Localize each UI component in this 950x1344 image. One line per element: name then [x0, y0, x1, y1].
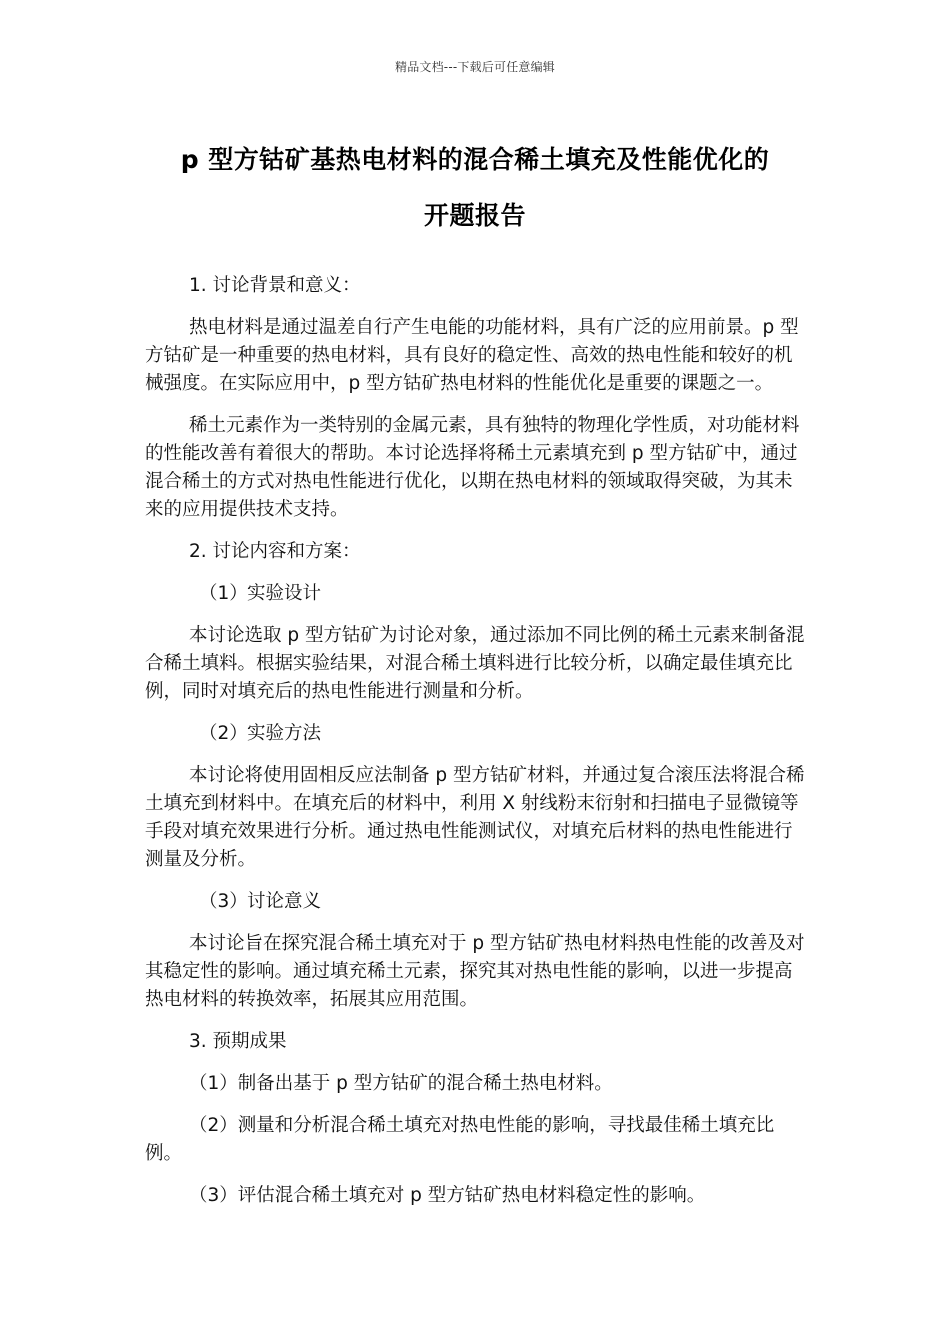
subsection-3-heading: [145, 888, 810, 916]
subsection-1-text: 本讨论选取 p 型方钴矿为讨论对象，通过添加不同比例的稀土元素来制备混合稀土填料。根据实验结果，对混合稀土填料进行比较分析，以确定最佳填充比例，同时对填充后的热电性能进行测量和分析。: [145, 625, 805, 702]
subsection-1-label: 实验设计: [247, 583, 322, 604]
outcome-item-1: （1）制备出基于 p 型方钴矿的混合稀土热电材料。: [189, 1073, 613, 1094]
header-note: 精品文档---下载后可任意编辑: [395, 60, 555, 74]
document-title-line-1: p 型方钴矿基热电材料的混合稀土填充及性能优化的: [180, 145, 770, 174]
subsection-1-number: （1）: [199, 583, 248, 604]
subsection-2-heading: [145, 720, 810, 748]
section-2-heading: 2. 讨论内容和方案：: [189, 541, 361, 562]
section-1-paragraph-2: 稀土元素作为一类特别的金属元素，具有独特的物理化学性质，对功能材料的性能改善有着很大的帮助。本讨论选择将稀土元素填充到 p 型方钴矿中，通过混合稀土的方式对热电性能进行优化，以期在热电材料的领域取得突破，为其未来的应用提供技术支持。: [145, 415, 800, 520]
subsection-2-label: 实验方法: [247, 723, 322, 744]
subsection-3-text: 本讨论旨在探究混合稀土填充对于 p 型方钴矿热电材料热电性能的改善及对其稳定性的影响。通过填充稀土元素，探究其对热电性能的影响，以进一步提高热电材料的转换效率，拓展其应用范围。: [145, 933, 805, 1010]
outcome-item-3: （3）评估混合稀土填充对 p 型方钴矿热电材料稳定性的影响。: [189, 1185, 706, 1206]
section-1-heading: 1. 讨论背景和意义：: [189, 275, 361, 296]
subsection-1-heading: [145, 580, 810, 608]
outcome-item-2: （2）测量和分析混合稀土填充对热电性能的影响，寻找最佳稀土填充比例。: [145, 1115, 775, 1164]
section-3-heading: 3. 预期成果: [189, 1031, 287, 1052]
document-body: [145, 272, 810, 1224]
subsection-3-label: 讨论意义: [247, 891, 322, 912]
subsection-2-number: （2）: [199, 723, 248, 744]
subsection-3-number: （3）: [199, 891, 248, 912]
document-title-line-2: 开题报告: [423, 201, 526, 230]
subsection-2-text: 本讨论将使用固相反应法制备 p 型方钴矿材料，并通过复合滚压法将混合稀土填充到材料中。在填充后的材料中，利用 X 射线粉末衍射和扫描电子显微镜等手段对填充效果进行分析。通过热电性能测试仪，对填充后材料的热电性能进行测量及分析。: [145, 765, 805, 870]
section-1-paragraph-1: 热电材料是通过温差自行产生电能的功能材料，具有广泛的应用前景。p 型方钴矿是一种重要的热电材料，具有良好的稳定性、高效的热电性能和较好的机械强度。在实际应用中，p 型方钴矿热电材料的性能优化是重要的课题之一。: [145, 317, 799, 394]
